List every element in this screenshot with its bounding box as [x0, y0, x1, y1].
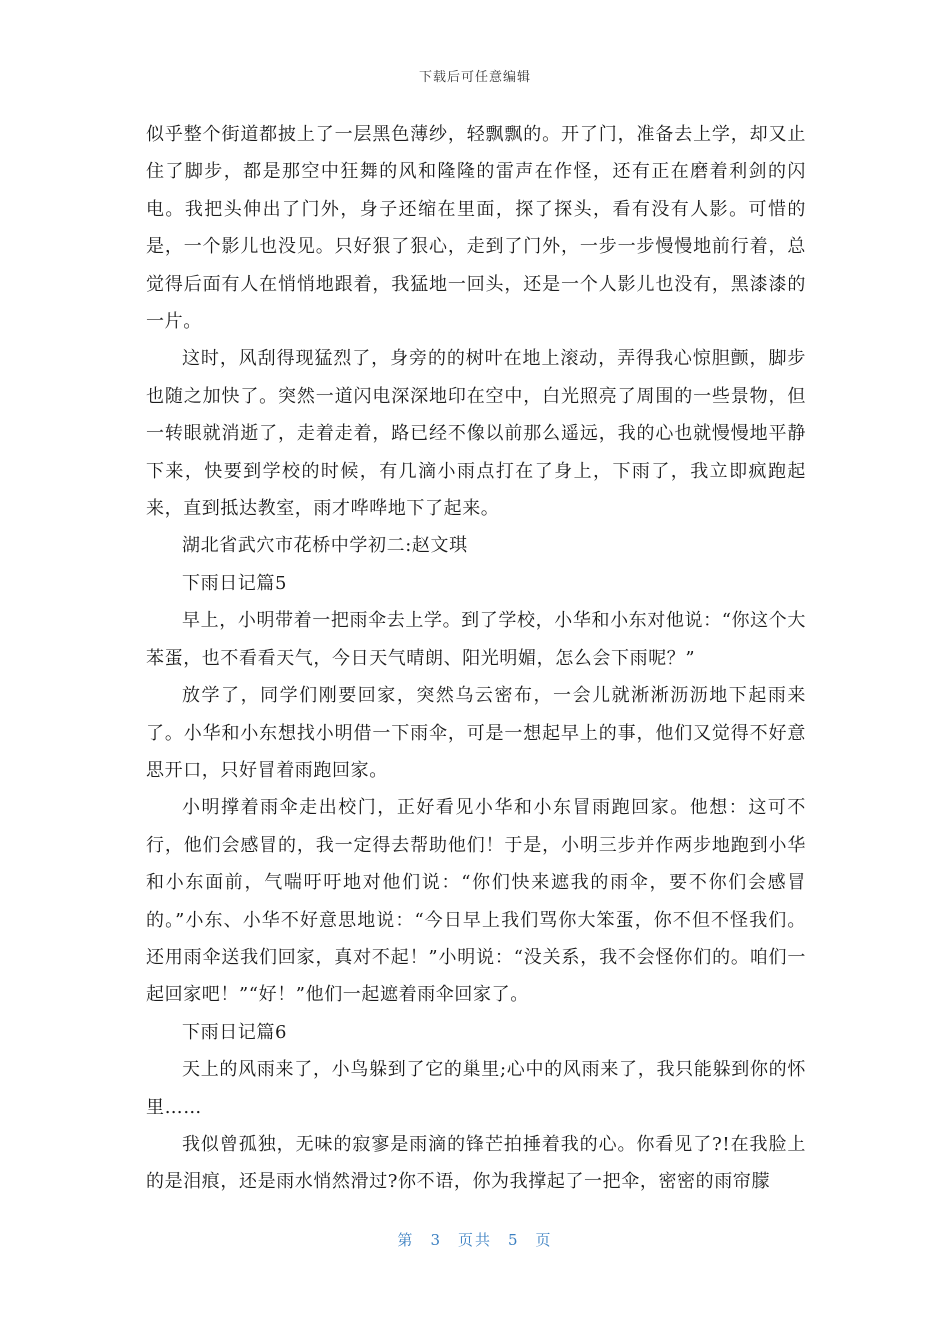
section-heading: 下雨日记篇6	[182, 1021, 288, 1043]
author-line: 湖北省武穴市花桥中学初二:赵文琪	[182, 535, 468, 557]
footer-middle: 页共	[457, 1231, 492, 1249]
paragraph: 小明撑着雨伞走出校门，正好看见小华和小东冒雨跑回家。他想：这可不行，他们会感冒的，我一定得去帮助他们！于是，小明三步并作两步地跑到小华和小东面前，气喘吁吁地对他们说：“你们快来遮我的雨伞，要不你们会感冒的。”小东、小华不好意思地说：“今日早上我们骂你大笨蛋，你不但不怪我们。还用雨伞送我们回家，真对不起！”小明说：“没关系，我不会怪你们的。咱们一起回家吧！”“好！”他们一起遮着雨伞回家了。	[146, 797, 806, 1006]
paragraph: 我似曾孤独，无味的寂寥是雨滴的锋芒拍捶着我的心。你看见了?!在我脸上的是泪痕，还是雨水悄然滑过?你不语，你为我撑起了一把伞，密密的雨帘朦	[146, 1133, 806, 1193]
paragraph: 天上的风雨来了，小鸟躲到了它的巢里;心中的风雨来了，我只能躲到你的怀里……	[146, 1059, 806, 1118]
page-footer	[0, 1229, 950, 1250]
paragraph: 早上，小明带着一把雨伞去上学。到了学校，小华和小东对他说：“你这个大苯蛋，也不看看天气，今日天气晴朗、阳光明媚，怎么会下雨呢？”	[146, 610, 806, 669]
paragraph: 这时，风刮得现猛烈了，身旁的的树叶在地上滚动，弄得我心惊胆颤，脚步也随之加快了。突然一道闪电深深地印在空中，白光照亮了周围的一些景物，但一转眼就消逝了，走着走着，路已经不像以前那么遥远，我的心也就慢慢地平静下来，快要到学校的时候，有几滴小雨点打在了身上，下雨了，我立即疯跑起来，直到抵达教室，雨才哗哗地下了起来。	[146, 348, 806, 520]
document-body	[146, 116, 806, 1201]
footer-page-number: 3	[430, 1231, 442, 1249]
footer-prefix: 第	[397, 1231, 415, 1249]
paragraph: 放学了，同学们刚要回家，突然乌云密布，一会儿就淅淅沥沥地下起雨来了。小华和小东想找小明借一下雨伞，可是一想起早上的事，他们又觉得不好意思开口，只好冒着雨跑回家。	[146, 685, 806, 781]
footer-total-pages: 5	[508, 1231, 520, 1249]
footer-suffix: 页	[535, 1231, 553, 1249]
section-heading: 下雨日记篇5	[182, 572, 288, 594]
paragraph: 似乎整个街道都披上了一层黑色薄纱，轻飘飘的。开了门，准备去上学，却又止住了脚步，都是那空中狂舞的风和隆隆的雷声在作怪，还有正在磨着利剑的闪电。我把头伸出了门外，身子还缩在里面，探了探头，看有没有人影。可惜的是，一个影儿也没见。只好狠了狠心，走到了门外，一步一步慢慢地前行着，总觉得后面有人在悄悄地跟着，我猛地一回头，还是一个人影儿也没有，黑漆漆的一片。	[146, 124, 806, 333]
header-note: 下载后可任意编辑	[418, 70, 531, 85]
